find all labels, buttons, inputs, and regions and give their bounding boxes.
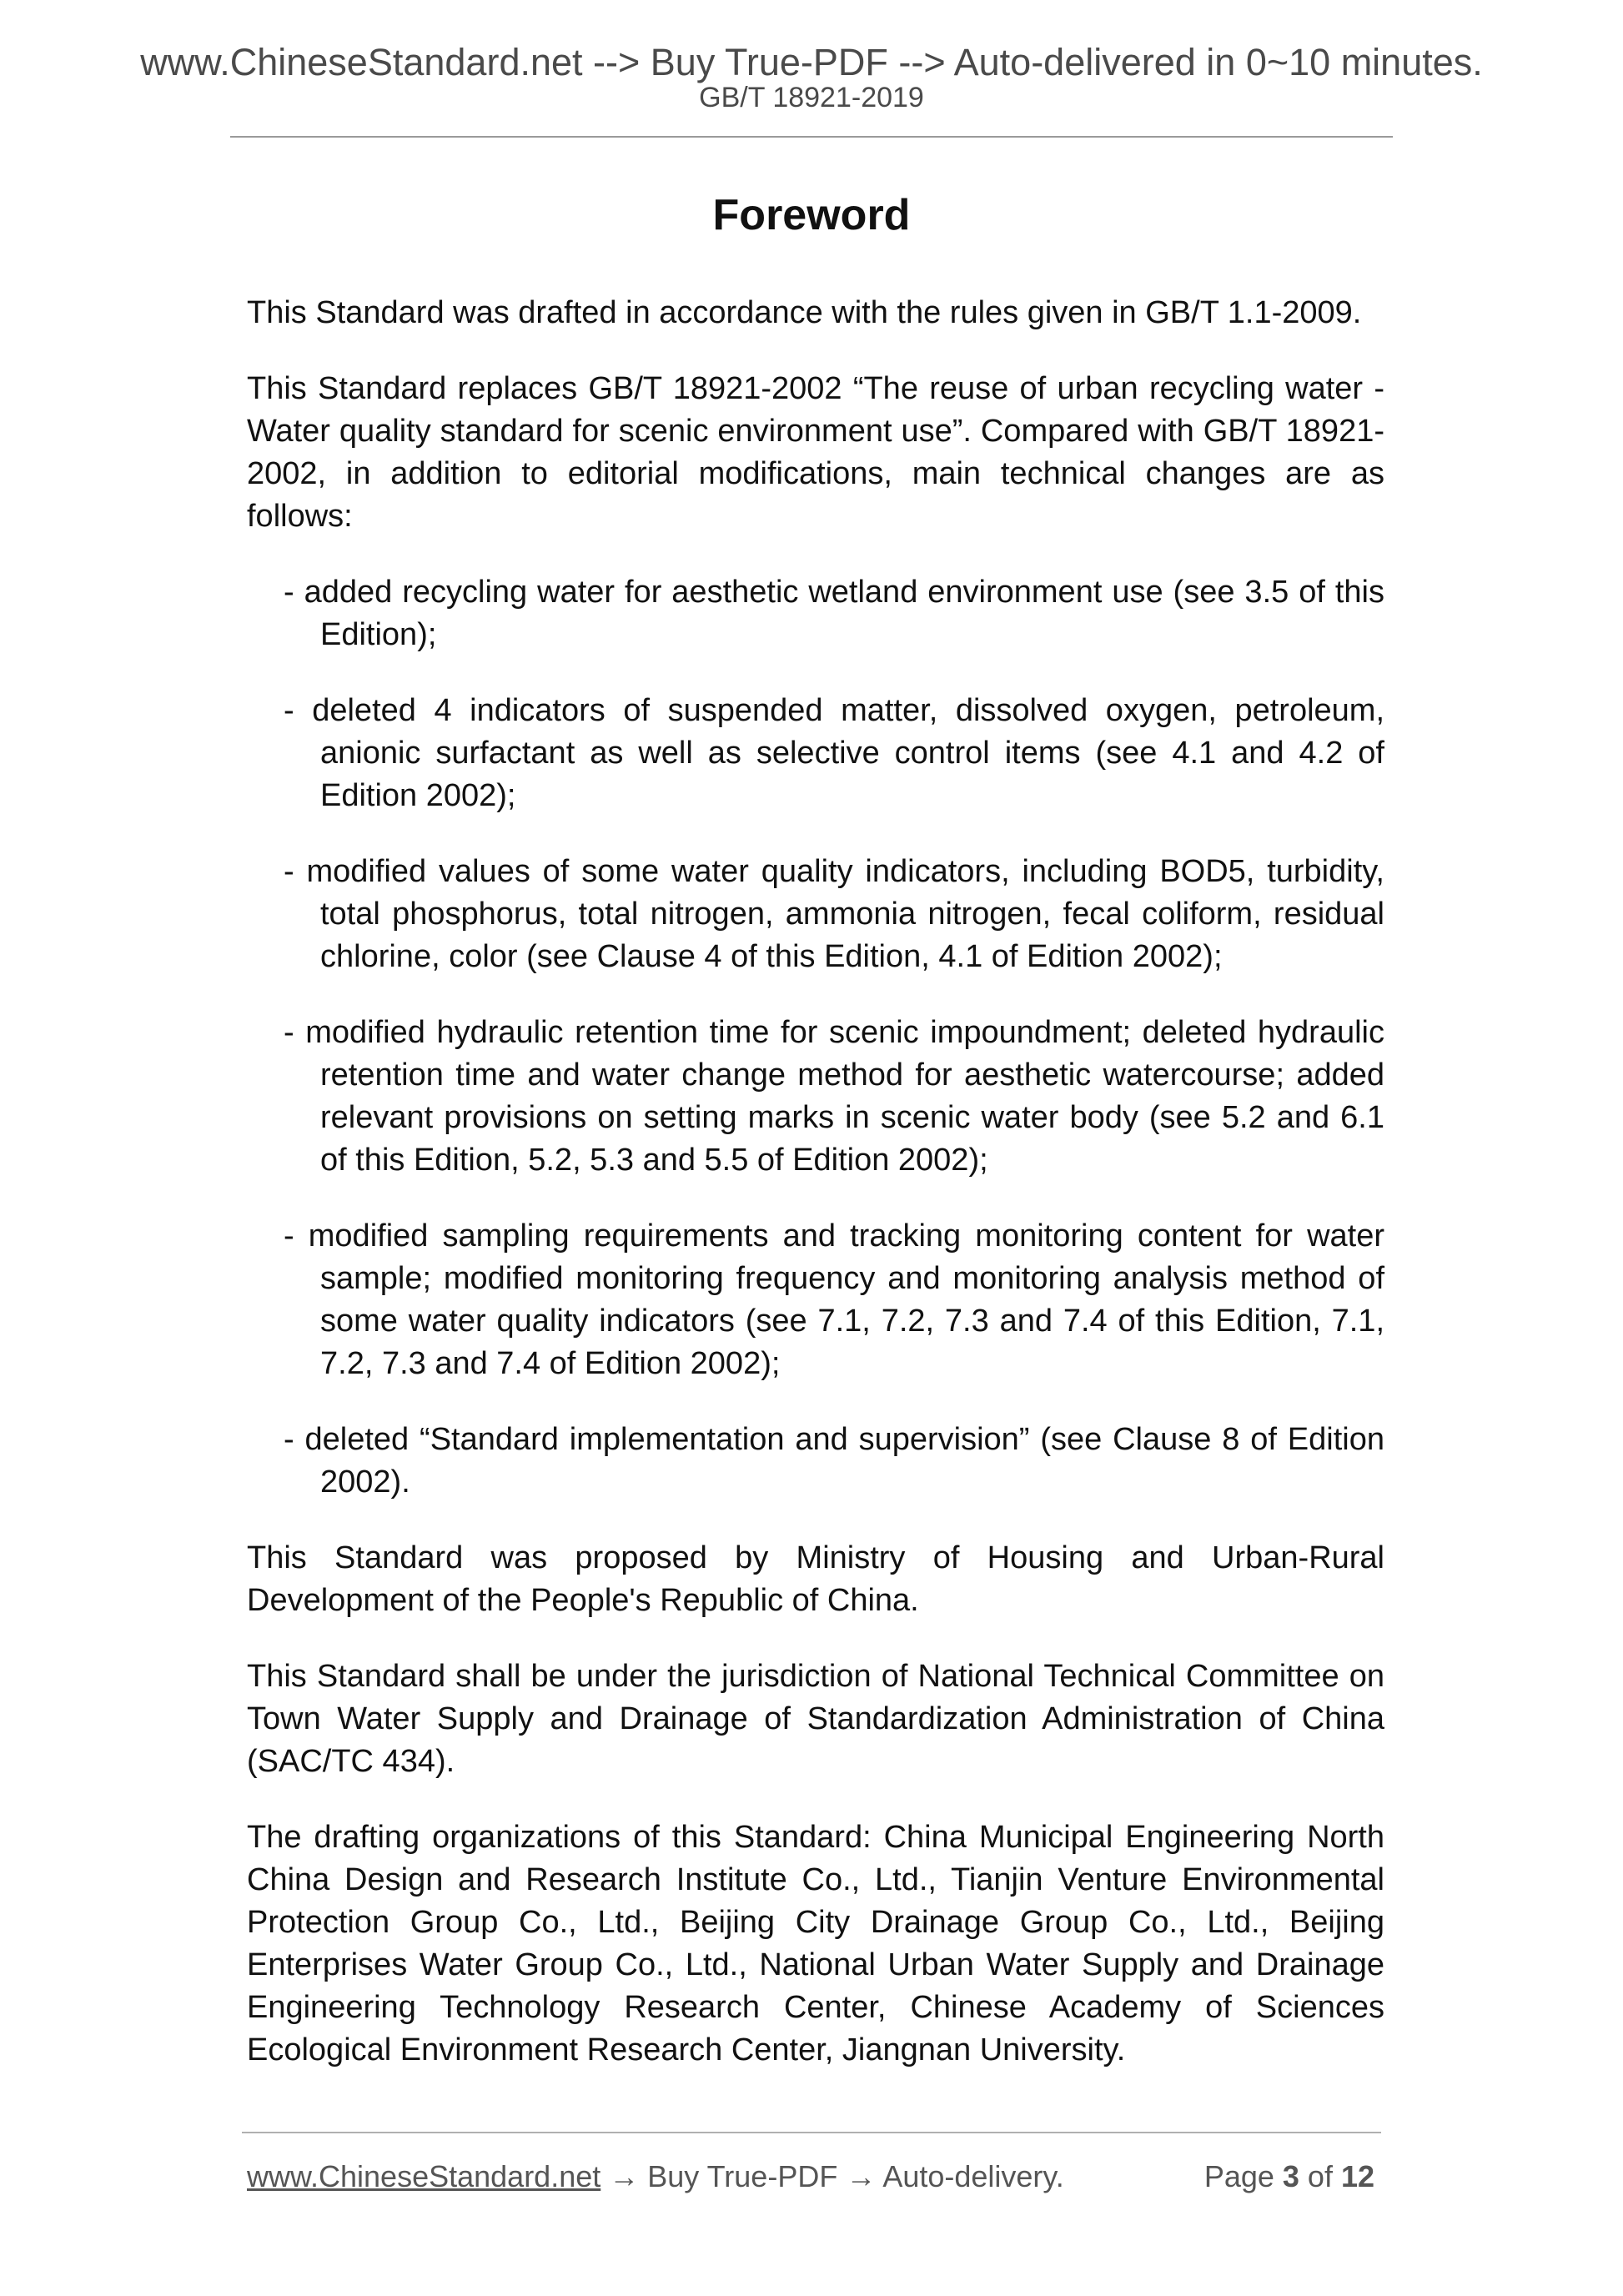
header-divider	[230, 136, 1393, 138]
page-label: Page	[1203, 2159, 1283, 2193]
paragraph-replacement: This Standard replaces GB/T 18921-2002 “The reuse of urban recycling water - Water quality standard for scenic environment use”. Compared with GB/T 18921-2002, in addition to editorial modifications, main technical changes are as follows:	[247, 371, 1384, 534]
paragraph-proposed-by: This Standard was proposed by Ministry of Housing and Urban-Rural Development of the People's Republic of China.	[247, 1540, 1384, 1618]
page-total: 12	[1340, 2159, 1374, 2193]
page-number	[1204, 2156, 1374, 2198]
footer-promo	[247, 2156, 1064, 2198]
page-footer	[247, 2156, 1384, 2198]
foreword-body	[247, 292, 1384, 2105]
change-item: - deleted “Standard implementation and supervision” (see Clause 8 of Edition 2002).	[284, 1422, 1384, 1500]
footer-site-link[interactable]: www.ChineseStandard.net	[247, 2159, 601, 2193]
footer-divider	[242, 2132, 1381, 2133]
footer-tagline: → Buy True-PDF → Auto-delivery.	[600, 2159, 1064, 2193]
paragraph-drafting-rules: This Standard was drafted in accordance with the rules given in GB/T 1.1-2009.	[247, 295, 1362, 330]
change-item: - modified sampling requirements and tracking monitoring content for water sample; modified monitoring frequency and monitoring analysis method of some water quality indicators (see 7.1, 7.2, 7.3 and 7.4 of this Edition, 7.1, 7.2, 7.3 and 7.4 of Edition 2002);	[284, 1218, 1384, 1381]
page-of-label: of	[1299, 2159, 1341, 2193]
change-item: - modified values of some water quality indicators, including BOD5, turbidity, total phosphorus, total nitrogen, ammonia nitrogen, fecal coliform, residual chlorine, color (see Clause 4 of this Edition, 4.1 of Edition 2002);	[284, 854, 1384, 974]
site-banner: www.ChineseStandard.net --> Buy True-PDF --> Auto-delivered in 0~10 minutes.	[140, 41, 1483, 83]
change-item: - deleted 4 indicators of suspended matter, dissolved oxygen, petroleum, anionic surfactant as well as selective control items (see 4.1 and 4.2 of Edition 2002);	[284, 693, 1384, 813]
change-item: - added recycling water for aesthetic wetland environment use (see 3.5 of this Edition);	[284, 575, 1384, 652]
page-current: 3	[1282, 2159, 1299, 2193]
change-item: - modified hydraulic retention time for scenic impoundment; deleted hydraulic retention time and water change method for aesthetic watercourse; added relevant provisions on setting marks in scenic water body (see 5.2 and 6.1 of this Edition, 5.2, 5.3 and 5.5 of Edition 2002);	[284, 1015, 1384, 1178]
document-code: GB/T 18921-2019	[699, 82, 924, 113]
paragraph-jurisdiction: This Standard shall be under the jurisdiction of National Technical Committee on Town Water Supply and Drainage of Standardization Administration of China (SAC/TC 434).	[247, 1659, 1384, 1779]
page-title: Foreword	[712, 191, 911, 239]
paragraph-drafting-organizations: The drafting organizations of this Standard: China Municipal Engineering North China Design and Research Institute Co., Ltd., Tianjin Venture Environmental Protection Group Co., Ltd., Beijing City Drainage Group Co., Ltd., Beijing Enterprises Water Group Co., Ltd., National Urban Water Supply and Drainage Engineering Technology Research Center, Chinese Academy of Sciences Ecological Environment Research Center, Jiangnan University.	[247, 1820, 1384, 2067]
